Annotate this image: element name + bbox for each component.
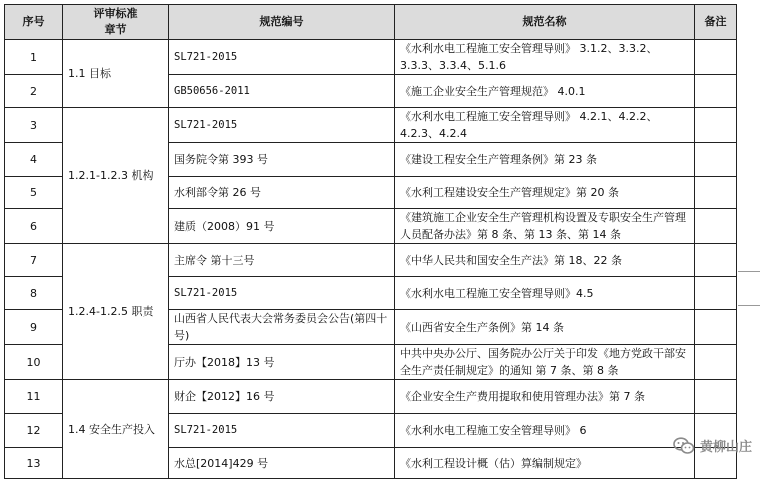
section-cell: 1.2.4-1.2.5 职责 xyxy=(63,244,169,380)
name-cell: 《水利水电工程施工安全管理导则》 6 xyxy=(395,414,695,448)
row-number: 13 xyxy=(5,448,63,479)
table-row xyxy=(5,244,737,277)
row-number: 8 xyxy=(5,277,63,310)
remark-cell xyxy=(695,380,737,414)
remark-cell xyxy=(695,244,737,277)
header-no: 序号 xyxy=(5,5,63,40)
remark-cell xyxy=(695,345,737,380)
divider xyxy=(738,271,760,272)
code-cell: SL721-2015 xyxy=(169,414,395,448)
watermark-text: 黄柳山庄 xyxy=(699,440,752,455)
remark-cell xyxy=(695,277,737,310)
code-cell: 财企【2012】16 号 xyxy=(169,380,395,414)
table-row xyxy=(5,40,737,75)
remark-cell xyxy=(695,75,737,108)
remark-cell xyxy=(695,310,737,345)
name-cell: 《水利水电工程施工安全管理导则》 4.2.1、4.2.2、4.2.3、4.2.4 xyxy=(395,108,695,143)
name-cell: 《建设工程安全生产管理条例》第 23 条 xyxy=(395,143,695,177)
row-number: 5 xyxy=(5,177,63,209)
remark-cell xyxy=(695,143,737,177)
row-number: 12 xyxy=(5,414,63,448)
name-cell: 《水利工程建设安全生产管理规定》第 20 条 xyxy=(395,177,695,209)
table-row xyxy=(5,380,737,414)
code-cell: 建质（2008）91 号 xyxy=(169,209,395,244)
code-cell: 国务院令第 393 号 xyxy=(169,143,395,177)
name-cell: 《水利工程设计概（估）算编制规定》 xyxy=(395,448,695,479)
row-number: 4 xyxy=(5,143,63,177)
divider xyxy=(738,305,760,306)
name-cell: 《水利水电工程施工安全管理导则》 3.1.2、3.3.2、3.3.3、3.3.4、5.1.6 xyxy=(395,40,695,75)
section-cell: 1.2.1-1.2.3 机构 xyxy=(63,108,169,244)
section-cell: 1.1 目标 xyxy=(63,40,169,108)
name-cell: 中共中央办公厅、国务院办公厅关于印发《地方党政干部安全生产责任制规定》的通知 第 7 条、第 8 条 xyxy=(395,345,695,380)
header-remark: 备注 xyxy=(695,5,737,40)
code-cell: 水利部令第 26 号 xyxy=(169,177,395,209)
header-name: 规范名称 xyxy=(395,5,695,40)
name-cell: 《施工企业安全生产管理规范》 4.0.1 xyxy=(395,75,695,108)
code-cell: 主席令 第十三号 xyxy=(169,244,395,277)
row-number: 2 xyxy=(5,75,63,108)
header-row xyxy=(5,5,737,40)
name-cell: 《中华人民共和国安全生产法》第 18、22 条 xyxy=(395,244,695,277)
remark-cell xyxy=(695,40,737,75)
code-cell: 山西省人民代表大会常务委员会公告(第四十号) xyxy=(169,310,395,345)
row-number: 6 xyxy=(5,209,63,244)
name-cell: 《水利水电工程施工安全管理导则》4.5 xyxy=(395,277,695,310)
row-number: 7 xyxy=(5,244,63,277)
row-number: 1 xyxy=(5,40,63,75)
name-cell: 《山西省安全生产条例》第 14 条 xyxy=(395,310,695,345)
name-cell: 《建筑施工企业安全生产管理机构设置及专职安全生产管理人员配备办法》第 8 条、第 13 条、第 14 条 xyxy=(395,209,695,244)
code-cell: 水总[2014]429 号 xyxy=(169,448,395,479)
row-number: 11 xyxy=(5,380,63,414)
wechat-icon xyxy=(673,437,695,455)
code-cell: 厅办【2018】13 号 xyxy=(169,345,395,380)
code-cell: SL721-2015 xyxy=(169,108,395,143)
code-cell: SL721-2015 xyxy=(169,277,395,310)
header-code: 规范编号 xyxy=(169,5,395,40)
table-row xyxy=(5,108,737,143)
section-cell: 1.4 安全生产投入 xyxy=(63,380,169,479)
standards-table xyxy=(4,4,737,479)
remark-cell xyxy=(695,177,737,209)
code-cell: GB50656-2011 xyxy=(169,75,395,108)
row-number: 3 xyxy=(5,108,63,143)
code-cell: SL721-2015 xyxy=(169,40,395,75)
row-number: 9 xyxy=(5,310,63,345)
watermark xyxy=(673,436,752,455)
name-cell: 《企业安全生产费用提取和使用管理办法》第 7 条 xyxy=(395,380,695,414)
row-number: 10 xyxy=(5,345,63,380)
remark-cell xyxy=(695,108,737,143)
remark-cell xyxy=(695,209,737,244)
header-section: 评审标准 章节 xyxy=(63,5,169,40)
